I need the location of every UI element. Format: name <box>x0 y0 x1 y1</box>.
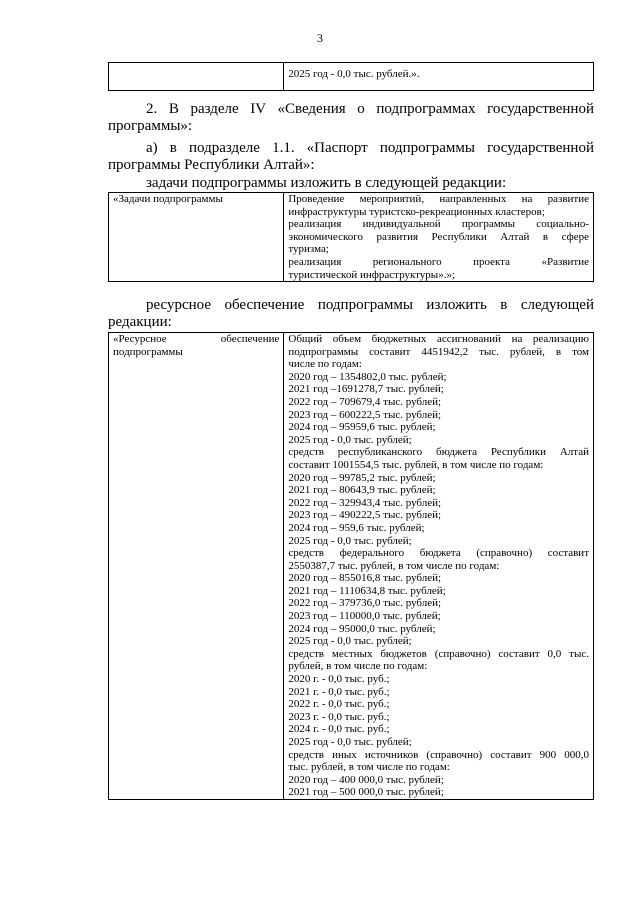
paragraph-line: а) в подразделе 1.1. «Паспорт подпрограммы государственной <box>146 140 594 156</box>
resources-line: 2025 год - 0,0 тыс. рублей; <box>288 433 412 446</box>
resources-line: средств местных бюджетов (справочно) составит 0,0 тыс. <box>288 647 589 660</box>
resources-line: 2020 г. - 0,0 тыс. руб.; <box>288 673 390 686</box>
resources-content-cell <box>284 333 594 800</box>
resources-line: 2022 год – 709679,4 тыс. рублей; <box>288 395 442 408</box>
paragraph-resources-intro <box>108 297 594 330</box>
resources-line: 2021 год – 1110634,8 тыс. рублей; <box>288 584 446 597</box>
tasks-line: туристической инфраструктуры».»; <box>288 268 455 281</box>
paragraph-tasks-intro <box>108 175 594 192</box>
resources-line: 2023 год – 110000,0 тыс. рублей; <box>288 610 441 623</box>
paragraph-line: программы»: <box>108 117 193 134</box>
resources-line: 2022 год – 379736,0 тыс. рублей; <box>288 597 442 610</box>
resources-table <box>108 332 594 800</box>
resources-line: средств иных источников (справочно) составит 900 000,0 <box>288 748 589 761</box>
tasks-content-cell <box>284 193 594 282</box>
resources-line: 2025 год - 0,0 тыс. рублей; <box>288 736 412 748</box>
tasks-line: Проведение мероприятий, направленных на развитие <box>288 193 589 205</box>
resources-line: Общий объем бюджетных ассигнований на реализацию <box>288 333 589 345</box>
year-2025-cell: 2025 год - 0,0 тыс. рублей.». <box>284 63 594 91</box>
resources-line: тыс. рублей, в том числе по годам: <box>288 761 450 774</box>
resources-line: 2550387,7 тыс. рублей, в том числе по годам: <box>288 559 500 572</box>
paragraph-subsection-1-1 <box>108 140 594 173</box>
resources-line: 2021 г. - 0,0 тыс. руб.; <box>288 685 390 698</box>
paragraph-line: программы Республики Алтай»: <box>108 156 315 173</box>
continued-table-fragment <box>108 62 594 91</box>
resources-line: 2025 год - 0,0 тыс. рублей; <box>288 534 412 547</box>
resources-line: 2024 год – 95000,0 тыс. рублей; <box>288 622 436 635</box>
resources-line: 2023 год – 490222,5 тыс. рублей; <box>288 509 442 522</box>
resources-line: 2024 год – 95959,6 тыс. рублей; <box>288 421 436 434</box>
paragraph-line: задачи подпрограммы изложить в следующей редакции: <box>146 175 507 191</box>
resources-label-cell <box>109 333 284 800</box>
resources-line: средств республиканского бюджета Республики Алтай <box>288 446 589 459</box>
tasks-label-cell: «Задачи подпрограммы <box>109 193 284 282</box>
empty-left-cell <box>109 63 284 91</box>
page-number: 3 <box>317 31 323 45</box>
tasks-line: туризма; <box>288 243 329 256</box>
paragraph-line: 2. В разделе IV «Сведения о подпрограммах государственной <box>146 101 594 117</box>
resources-line: составит 1001554,5 тыс. рублей, в том числе по годам: <box>288 458 544 471</box>
paragraph-section-iv <box>108 101 594 134</box>
paragraph-line: ресурсное обеспечение подпрограммы изложить в следующей <box>146 297 594 313</box>
tasks-line: инфраструктуры туристско-рекреационных кластеров; <box>288 205 545 218</box>
resources-line: 2021 год – 500 000,0 тыс. рублей; <box>288 786 444 799</box>
tasks-line: экономического развития Республики Алтай в сфере <box>288 230 589 243</box>
resources-label-line: «Ресурсное обеспечение <box>113 333 280 345</box>
resources-line: 2025 год - 0,0 тыс. рублей; <box>288 635 412 648</box>
resources-line: 2024 год – 959,6 тыс. рублей; <box>288 521 425 534</box>
resources-line: 2020 год – 1354802,0 тыс. рублей; <box>288 370 447 383</box>
resources-line: 2020 год – 99785,2 тыс. рублей; <box>288 471 436 484</box>
resources-line: 2022 год – 329943,4 тыс. рублей; <box>288 496 442 509</box>
tasks-table <box>108 192 594 282</box>
resources-line: подпрограммы составит 4451942,2 тыс. рублей, в том <box>288 345 589 358</box>
resources-line: 2021 год –1691278,7 тыс. рублей; <box>288 383 444 396</box>
paragraph-line: редакции: <box>108 313 172 330</box>
tasks-line: реализация регионального проекта «Развитие <box>288 255 589 268</box>
resources-line: 2023 год – 600222,5 тыс. рублей; <box>288 408 442 421</box>
resources-line: 2020 год – 855016,8 тыс. рублей; <box>288 572 442 585</box>
resources-line: числе по годам: <box>288 358 362 371</box>
resources-line: 2023 г. - 0,0 тыс. руб.; <box>288 710 390 723</box>
resources-line: 2021 год – 80643,9 тыс. рублей; <box>288 484 436 497</box>
resources-line: рублей, в том числе по годам: <box>288 660 428 673</box>
resources-line: 2022 г. - 0,0 тыс. руб.; <box>288 698 390 711</box>
tasks-line: реализация индивидуальной программы социально- <box>288 218 589 231</box>
resources-line: средств федерального бюджета (справочно) составит <box>288 547 589 560</box>
resources-line: 2024 г. - 0,0 тыс. руб.; <box>288 723 390 736</box>
resources-label-line: подпрограммы <box>113 345 183 358</box>
resources-line: 2020 год – 400 000,0 тыс. рублей; <box>288 773 444 786</box>
